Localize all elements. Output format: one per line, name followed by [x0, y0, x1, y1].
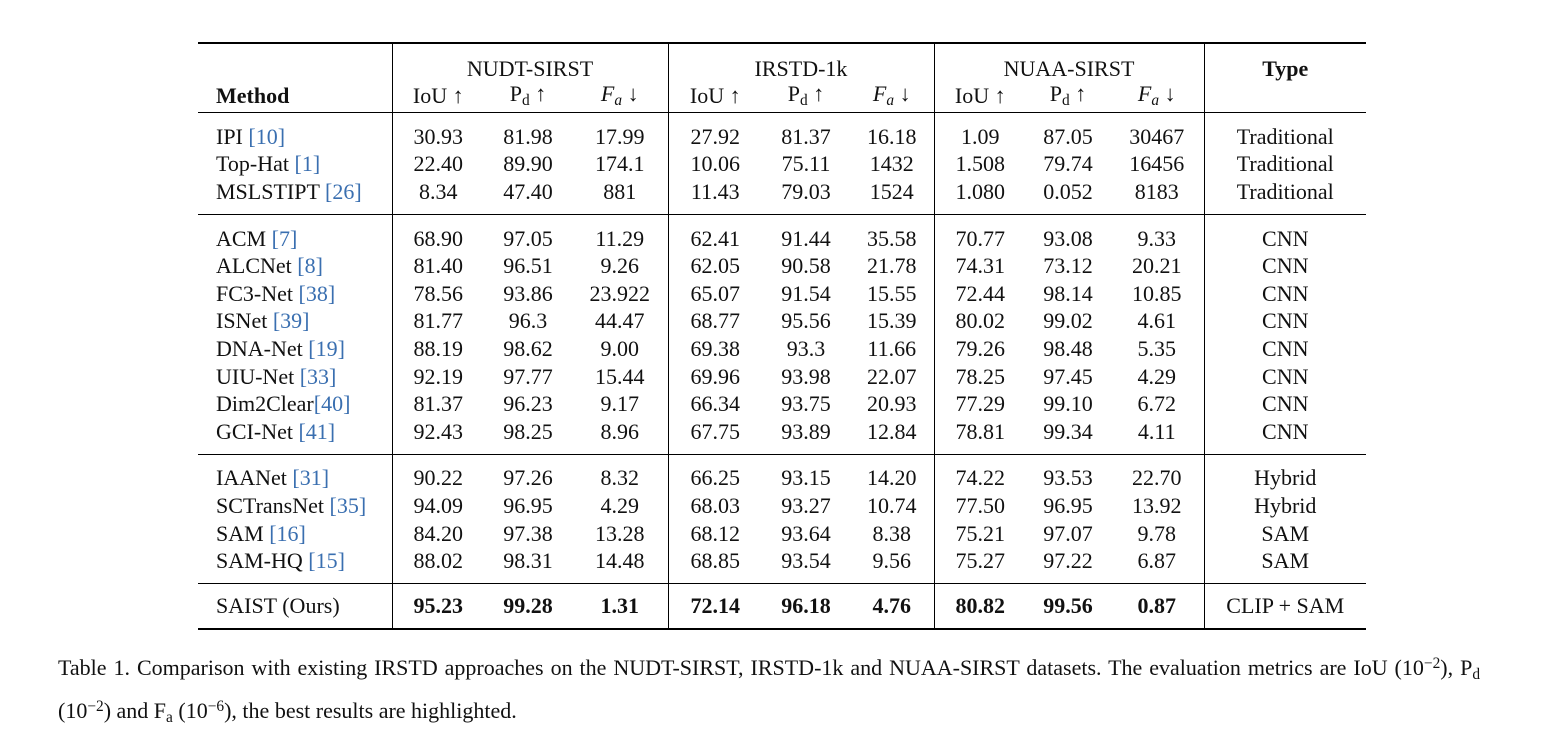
value-cell: 91.44: [762, 214, 850, 252]
metric-iou-label: IoU: [954, 83, 990, 108]
method-name: ALCNet: [216, 253, 298, 279]
citation-link: [38]: [298, 280, 336, 306]
citation-link: [19]: [308, 335, 345, 361]
method-name: SAM-HQ: [216, 548, 309, 574]
value-cell: 1.09: [934, 113, 1026, 151]
value-cell: 6.72: [1137, 391, 1176, 417]
metric-fa-label: F: [872, 81, 887, 107]
table-row: [198, 520, 1366, 548]
value-cell: 75.27: [934, 547, 1026, 583]
value-cell: 15.44: [595, 363, 645, 389]
method-cell: [198, 280, 392, 308]
value-cell: 15.55: [867, 280, 917, 306]
method-cell: [198, 178, 392, 214]
caption-text-1: Table 1. Comparison with existing IRSTD approaches on the NUDT-SIRST, IRSTD-1k and NUAA-SIRST datasets. The evaluation metrics are IoU (10: [58, 654, 1424, 680]
table-row: [198, 178, 1366, 214]
value-cell: 22.07: [867, 363, 917, 389]
type-cell: CLIP + SAM: [1204, 583, 1366, 629]
value-cell: 1.31: [572, 583, 668, 629]
header-group-irstd: IRSTD-1k: [668, 43, 934, 80]
down-arrow-icon: ↓: [627, 81, 639, 107]
value-cell: 68.03: [668, 492, 762, 520]
value-cell: 30467: [1110, 113, 1204, 151]
method-name: IPI: [216, 123, 249, 149]
value-cell: 17.99: [572, 113, 668, 151]
value-cell: 20.21: [1132, 253, 1182, 279]
type-cell: CNN: [1204, 308, 1366, 336]
value-cell: 89.90: [503, 151, 553, 177]
value-cell: 13.92: [1132, 492, 1182, 518]
value-cell: 8183: [1134, 178, 1179, 204]
type-cell: CNN: [1204, 214, 1366, 252]
value-cell: 81.40: [392, 252, 484, 280]
value-cell: 78.81: [934, 418, 1026, 454]
value-cell: 65.07: [668, 280, 762, 308]
value-cell: 88.19: [392, 335, 484, 363]
method-cell: [198, 492, 392, 520]
metric-pd-subscript: d: [522, 92, 530, 110]
value-cell: 1524: [869, 178, 914, 204]
value-cell: 93.27: [781, 492, 831, 518]
method-name: SCTransNet: [216, 492, 330, 518]
caption-sub-2: a: [166, 708, 173, 726]
value-cell: 9.78: [1137, 520, 1176, 546]
table-row: [198, 363, 1366, 391]
header-metric-iou: [392, 80, 484, 113]
value-cell: 1.508: [934, 151, 1026, 179]
value-cell: 84.20: [392, 520, 484, 548]
method-name: Dim2Clear: [216, 391, 314, 417]
type-cell: Hybrid: [1204, 454, 1366, 492]
value-cell: 99.02: [1043, 308, 1093, 334]
value-cell: 73.12: [1043, 253, 1093, 279]
value-cell: 16.18: [850, 113, 934, 151]
method-name: DNA-Net: [216, 335, 309, 361]
value-cell: 174.1: [595, 151, 645, 177]
header-type-empty: [1204, 80, 1366, 113]
results-table: [198, 42, 1366, 630]
value-cell: 95.23: [392, 583, 484, 629]
method-cell: [198, 547, 392, 583]
value-cell: 99.34: [1043, 418, 1093, 444]
value-cell: 70.77: [934, 214, 1026, 252]
type-cell: CNN: [1204, 418, 1366, 454]
value-cell: 9.00: [600, 335, 639, 361]
up-arrow-icon: ↑: [813, 81, 825, 107]
value-cell: 9.17: [600, 391, 639, 417]
header-metric-pd: [762, 80, 850, 113]
value-cell: 72.14: [668, 583, 762, 629]
value-cell: 81.37: [392, 390, 484, 418]
method-cell: [198, 214, 392, 252]
value-cell: 93.64: [781, 520, 831, 546]
value-cell: 881: [603, 178, 637, 204]
caption-exp-1: −2: [1423, 655, 1441, 672]
citation-link: [33]: [299, 363, 337, 389]
type-cell: CNN: [1204, 252, 1366, 280]
citation-link: [26]: [325, 178, 362, 204]
value-cell: 8.38: [872, 520, 911, 546]
caption-exp-2: −2: [87, 697, 104, 715]
value-cell: 81.37: [762, 113, 850, 151]
value-cell: 90.22: [392, 454, 484, 492]
method-name: ACM: [216, 225, 272, 251]
value-cell: 93.3: [786, 335, 826, 361]
value-cell: 97.45: [1043, 363, 1093, 389]
value-cell: 72.44: [934, 280, 1026, 308]
value-cell: 99.10: [1043, 391, 1093, 417]
value-cell: 69.96: [668, 363, 762, 391]
value-cell: 78.56: [392, 280, 484, 308]
citation-link: [8]: [297, 253, 323, 279]
value-cell: 1.080: [934, 178, 1026, 214]
citation-link: [40]: [313, 391, 351, 417]
method-cell: [198, 113, 392, 151]
value-cell: 22.40: [392, 151, 484, 179]
header-group-nuaa: NUAA-SIRST: [934, 43, 1204, 80]
citation-link: [10]: [248, 123, 286, 149]
metric-pd-label: P: [1049, 81, 1063, 107]
metric-fa-subscript: a: [886, 92, 895, 110]
value-cell: 66.34: [668, 390, 762, 418]
value-cell: 92.43: [392, 418, 484, 454]
caption-text-5: (10: [172, 697, 208, 723]
value-cell: 11.66: [867, 335, 917, 361]
type-cell: Traditional: [1204, 113, 1366, 151]
value-cell: 12.84: [867, 418, 917, 444]
value-cell: 20.93: [867, 391, 917, 417]
value-cell: 94.09: [392, 492, 484, 520]
value-cell: 68.12: [668, 520, 762, 548]
value-cell: 8.34: [392, 178, 484, 214]
value-cell: 97.77: [503, 363, 553, 389]
value-cell: 93.86: [503, 280, 553, 306]
value-cell: 81.98: [484, 113, 572, 151]
value-cell: 0.87: [1110, 583, 1204, 629]
value-cell: 23.922: [589, 280, 650, 306]
table-caption: [58, 648, 1480, 734]
value-cell: 6.87: [1137, 548, 1176, 574]
value-cell: 96.95: [503, 492, 553, 518]
method-cell: [198, 520, 392, 548]
table-row: [198, 390, 1366, 418]
citation-link: [41]: [298, 418, 336, 444]
up-arrow-icon: ↑: [994, 83, 1006, 108]
value-cell: 14.48: [595, 548, 645, 574]
value-cell: 98.31: [503, 548, 553, 574]
value-cell: 99.28: [484, 583, 572, 629]
metric-pd-subscript: d: [1062, 92, 1070, 110]
value-cell: 74.31: [934, 252, 1026, 280]
value-cell: 27.92: [668, 113, 762, 151]
value-cell: 95.56: [781, 308, 831, 334]
caption-text-4: ) and F: [103, 697, 167, 723]
value-cell: 10.85: [1132, 280, 1182, 306]
up-arrow-icon: ↑: [535, 81, 547, 107]
down-arrow-icon: ↓: [899, 81, 911, 107]
value-cell: 74.22: [934, 454, 1026, 492]
value-cell: 75.21: [934, 520, 1026, 548]
metric-iou-label: IoU: [412, 83, 448, 108]
caption-text-3: (10: [58, 697, 88, 723]
method-name: Top-Hat: [216, 151, 295, 177]
header-metric-iou: [668, 80, 762, 113]
value-cell: 97.38: [503, 520, 553, 546]
up-arrow-icon: ↑: [452, 83, 464, 108]
up-arrow-icon: ↑: [729, 83, 741, 108]
method-name: SAM: [216, 520, 270, 546]
method-cell: [198, 583, 392, 629]
value-cell: 4.29: [600, 492, 639, 518]
value-cell: 93.98: [781, 363, 831, 389]
value-cell: 87.05: [1026, 113, 1110, 151]
value-cell: 96.18: [762, 583, 850, 629]
metric-fa-label: F: [1137, 81, 1152, 107]
value-cell: 4.61: [1137, 308, 1176, 334]
value-cell: 14.20: [850, 454, 934, 492]
method-cell: [198, 151, 392, 179]
value-cell: 91.54: [781, 280, 831, 306]
header-empty-cell: [198, 43, 392, 80]
citation-link: [1]: [294, 151, 321, 177]
type-cell: CNN: [1204, 280, 1366, 308]
value-cell: 97.26: [484, 454, 572, 492]
value-cell: 44.47: [595, 308, 645, 334]
method-cell: [198, 252, 392, 280]
value-cell: 15.39: [867, 308, 917, 334]
value-cell: 77.50: [934, 492, 1026, 520]
value-cell: 5.35: [1137, 335, 1176, 361]
value-cell: 99.56: [1026, 583, 1110, 629]
value-cell: 75.11: [781, 151, 831, 177]
value-cell: 69.38: [668, 335, 762, 363]
value-cell: 93.75: [781, 391, 831, 417]
value-cell: 98.25: [503, 418, 553, 444]
method-name: MSLSTIPT: [216, 178, 326, 204]
value-cell: 97.22: [1043, 548, 1093, 574]
value-cell: 96.95: [1043, 492, 1093, 518]
method-name: GCI-Net: [216, 418, 299, 444]
table-row: [198, 214, 1366, 252]
header-metric-pd: [1026, 80, 1110, 113]
method-cell: [198, 308, 392, 336]
method-cell: [198, 418, 392, 454]
value-cell: 9.26: [600, 253, 639, 279]
metric-fa-subscript: a: [614, 92, 623, 110]
value-cell: 21.78: [867, 253, 917, 279]
value-cell: 93.53: [1026, 454, 1110, 492]
value-cell: 98.62: [503, 335, 553, 361]
type-cell: Traditional: [1204, 178, 1366, 214]
metric-iou-label: IoU: [689, 83, 725, 108]
header-metric-pd: [484, 80, 572, 113]
citation-link: [39]: [272, 308, 310, 334]
caption-text-6: ), the best results are highlighted.: [224, 697, 517, 723]
table-row: [198, 454, 1366, 492]
header-method: Method: [216, 83, 290, 108]
value-cell: 80.02: [934, 308, 1026, 336]
results-table-container: [198, 42, 1366, 630]
value-cell: 96.51: [503, 253, 553, 279]
value-cell: 67.75: [668, 418, 762, 454]
value-cell: 9.56: [872, 548, 911, 574]
method-name: ISNet: [216, 308, 273, 334]
header-metric-iou: [934, 80, 1026, 113]
value-cell: 62.05: [668, 252, 762, 280]
value-cell: 77.29: [934, 390, 1026, 418]
citation-link: [31]: [292, 465, 330, 491]
table-row: [198, 280, 1366, 308]
value-cell: 10.74: [867, 492, 917, 518]
caption-exp-3: −6: [207, 697, 225, 715]
value-cell: 97.05: [484, 214, 572, 252]
value-cell: 98.48: [1043, 335, 1093, 361]
header-row-metrics: [198, 80, 1366, 113]
value-cell: 11.43: [668, 178, 762, 214]
header-group-nudt: NUDT-SIRST: [392, 43, 668, 80]
down-arrow-icon: ↓: [1164, 81, 1176, 107]
value-cell: 80.82: [934, 583, 1026, 629]
value-cell: 0.052: [1043, 178, 1093, 204]
citation-link: [16]: [269, 520, 306, 546]
table-row: [198, 252, 1366, 280]
table-row: [198, 547, 1366, 583]
table-row: [198, 335, 1366, 363]
value-cell: 62.41: [668, 214, 762, 252]
value-cell: 66.25: [668, 454, 762, 492]
value-cell: 35.58: [850, 214, 934, 252]
caption-sub-1: d: [1472, 665, 1481, 683]
caption-text-2: ), P: [1440, 654, 1473, 680]
value-cell: 30.93: [392, 113, 484, 151]
value-cell: 98.14: [1043, 280, 1093, 306]
citation-link: [15]: [308, 548, 345, 574]
value-cell: 8.96: [600, 418, 639, 444]
value-cell: 47.40: [503, 178, 553, 204]
value-cell: 10.06: [668, 151, 762, 179]
method-cell: [198, 363, 392, 391]
metric-fa-subscript: a: [1151, 92, 1160, 110]
method-name: UIU-Net: [216, 363, 300, 389]
header-row-groups: [198, 43, 1366, 80]
value-cell: 11.29: [572, 214, 668, 252]
table-row-ours: [198, 583, 1366, 629]
method-name: IAANet: [216, 465, 293, 491]
value-cell: 9.33: [1110, 214, 1204, 252]
table-row: [198, 308, 1366, 336]
header-metric-fa: [850, 80, 934, 113]
table-row: [198, 151, 1366, 179]
type-cell: CNN: [1204, 363, 1366, 391]
value-cell: 96.3: [508, 308, 548, 334]
value-cell: 68.77: [668, 308, 762, 336]
value-cell: 93.08: [1026, 214, 1110, 252]
value-cell: 78.25: [934, 363, 1026, 391]
type-cell: SAM: [1204, 547, 1366, 583]
metric-pd-label: P: [509, 81, 523, 107]
value-cell: 81.77: [392, 308, 484, 336]
citation-link: [35]: [329, 492, 367, 518]
value-cell: 93.15: [762, 454, 850, 492]
method-cell: [198, 390, 392, 418]
metric-pd-subscript: d: [800, 92, 808, 110]
method-cell: [198, 454, 392, 492]
type-cell: Traditional: [1204, 151, 1366, 179]
metric-pd-label: P: [787, 81, 801, 107]
table-body: [198, 113, 1366, 629]
table-row: [198, 113, 1366, 151]
value-cell: 4.29: [1137, 363, 1176, 389]
value-cell: 79.74: [1043, 151, 1093, 177]
value-cell: 16456: [1129, 151, 1185, 177]
table-row: [198, 418, 1366, 454]
up-arrow-icon: ↑: [1075, 81, 1087, 107]
value-cell: 93.54: [781, 548, 831, 574]
table-row: [198, 492, 1366, 520]
value-cell: 92.19: [392, 363, 484, 391]
value-cell: 79.03: [781, 178, 831, 204]
method-cell: [198, 335, 392, 363]
type-cell: SAM: [1204, 520, 1366, 548]
method-name: FC3-Net: [216, 280, 299, 306]
value-cell: 97.07: [1043, 520, 1093, 546]
value-cell: 4.11: [1137, 418, 1176, 444]
value-cell: 88.02: [392, 547, 484, 583]
value-cell: 1432: [869, 151, 914, 177]
value-cell: 22.70: [1110, 454, 1204, 492]
value-cell: 8.32: [572, 454, 668, 492]
metric-fa-label: F: [600, 81, 615, 107]
value-cell: 93.89: [781, 418, 831, 444]
header-type: Type: [1204, 43, 1366, 80]
value-cell: 13.28: [595, 520, 645, 546]
value-cell: 68.85: [668, 547, 762, 583]
type-cell: CNN: [1204, 335, 1366, 363]
header-metric-fa: [572, 80, 668, 113]
value-cell: 96.23: [503, 391, 553, 417]
citation-link: [7]: [271, 225, 298, 251]
header-metric-fa: [1110, 80, 1204, 113]
value-cell: 90.58: [781, 253, 831, 279]
type-cell: CNN: [1204, 390, 1366, 418]
value-cell: 79.26: [934, 335, 1026, 363]
type-cell: Hybrid: [1204, 492, 1366, 520]
method-name: SAIST (Ours): [216, 592, 340, 618]
value-cell: 4.76: [850, 583, 934, 629]
value-cell: 68.90: [392, 214, 484, 252]
